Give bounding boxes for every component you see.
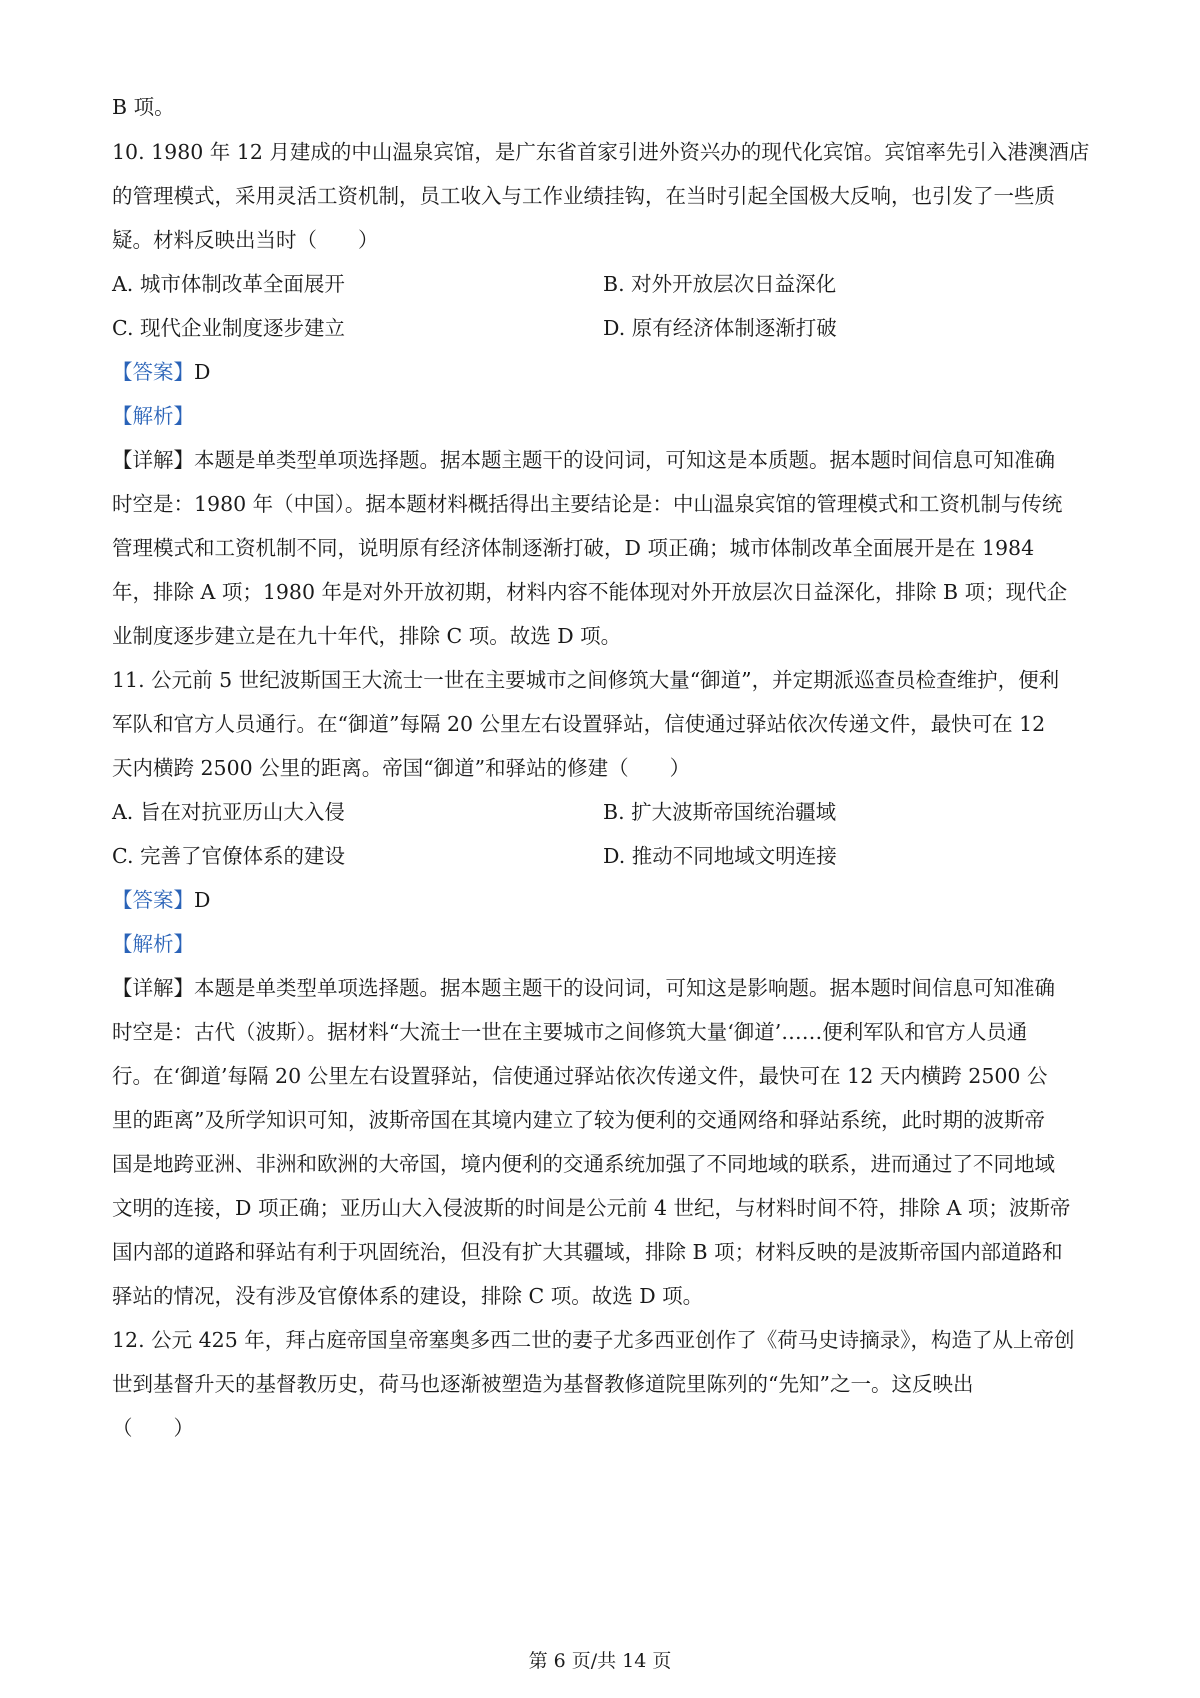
- q11-detail-line-6: 文明的连接，D 项正确；亚历山大入侵波斯的时间是公元前 4 世纪，与材料时间不符，排除 A 项；波斯帝: [112, 1196, 1071, 1220]
- q10-answer: [112, 357, 1092, 387]
- q12-stem-line-3: （ ）: [112, 1416, 194, 1440]
- q10-option-a: A. 城市体制改革全面展开: [112, 272, 345, 296]
- q10-detail-line-2: 时空是：1980 年（中国）。据本题材料概括得出主要结论是：中山温泉宾馆的管理模式和工资机制与传统: [112, 492, 1063, 516]
- q11-option-d: D. 推动不同地域文明连接: [603, 844, 837, 868]
- q11-detail-line-7: 国内部的道路和驿站有利于巩固统治，但没有扩大其疆域，排除 B 项；材料反映的是波斯帝国内部道路和: [112, 1240, 1063, 1264]
- analysis-tag: 【解析】: [112, 932, 194, 956]
- q11-detail-line-8: 驿站的情况，没有涉及官僚体系的建设，排除 C 项。故选 D 项。: [112, 1284, 704, 1308]
- q10-stem-line-2: 的管理模式，采用灵活工资机制，员工收入与工作业绩挂钩，在当时引起全国极大反响，也引发了一些质: [112, 184, 1055, 208]
- q11-detail-line-1: [112, 973, 1092, 1003]
- q11-option-a: A. 旨在对抗亚历山大入侵: [112, 800, 345, 824]
- q10-stem-line-3: 疑。材料反映出当时（ ）: [112, 228, 379, 252]
- q10-detail-line-4: 年，排除 A 项；1980 年是对外开放初期，材料内容不能体现对外开放层次日益深化，排除 B 项；现代企: [112, 580, 1068, 604]
- q11-stem-line-3: 天内横跨 2500 公里的距离。帝国“御道”和驿站的修建（ ）: [112, 756, 691, 780]
- q11-stem-line-2: 军队和官方人员通行。在“御道”每隔 20 公里左右设置驿站，信使通过驿站依次传递文件，最快可在 12: [112, 712, 1046, 736]
- answer-value: D: [194, 888, 211, 912]
- q10-option-d: D. 原有经济体制逐渐打破: [603, 316, 837, 340]
- q11-detail-line-5: 国是地跨亚洲、非洲和欧洲的大帝国，境内便利的交通系统加强了不同地域的联系，进而通过了不同地域: [112, 1152, 1055, 1176]
- q11-detail-line-3: 行。在‘御道’每隔 20 公里左右设置驿站，信使通过驿站依次传递文件，最快可在 12 天内横跨 2500 公: [112, 1064, 1048, 1088]
- q10-detail-text-1: 本题是单类型单项选择题。据本题主题干的设问词，可知这是本质题。据本题时间信息可知准确: [194, 448, 1055, 472]
- q11-answer: [112, 885, 1092, 915]
- q10-detail-line-1: [112, 445, 1092, 475]
- answer-value: D: [194, 360, 211, 384]
- q10-stem-line-1: 10. 1980 年 12 月建成的中山温泉宾馆，是广东省首家引进外资兴办的现代化宾馆。宾馆率先引入港澳酒店: [112, 140, 1090, 164]
- q10-analysis-heading: [112, 401, 1092, 431]
- q11-detail-text-1: 本题是单类型单项选择题。据本题主题干的设问词，可知这是影响题。据本题时间信息可知准确: [194, 976, 1055, 1000]
- q11-analysis-heading: [112, 929, 1092, 959]
- q12-stem-line-1: 12. 公元 425 年，拜占庭帝国皇帝塞奥多西二世的妻子尤多西亚创作了《荷马史诗摘录》，构造了从上帝创: [112, 1328, 1075, 1352]
- q11-stem-line-1: 11. 公元前 5 世纪波斯国王大流士一世在主要城市之间修筑大量“御道”，并定期派巡查员检查维护，便利: [112, 668, 1060, 692]
- q10-detail-line-5: 业制度逐步建立是在九十年代，排除 C 项。故选 D 项。: [112, 624, 622, 648]
- detail-tag: 【详解】: [112, 448, 194, 472]
- previous-answer-fragment: B 项。: [112, 95, 175, 119]
- q11-option-c: C. 完善了官僚体系的建设: [112, 844, 345, 868]
- q12-stem-line-2: 世到基督升天的基督教历史，荷马也逐渐被塑造为基督教修道院里陈列的“先知”之一。这反映出: [112, 1372, 974, 1396]
- q10-option-c: C. 现代企业制度逐步建立: [112, 316, 345, 340]
- q11-detail-line-4: 里的距离”及所学知识可知，波斯帝国在其境内建立了较为便利的交通网络和驿站系统，此时期的波斯帝: [112, 1108, 1045, 1132]
- page-number-footer: 第 6 页/共 14 页: [528, 1650, 672, 1672]
- detail-tag: 【详解】: [112, 976, 194, 1000]
- answer-tag: 【答案】: [112, 888, 194, 912]
- q11-detail-line-2: 时空是：古代（波斯）。据材料“大流士一世在主要城市之间修筑大量‘御道’……便利军队和官方人员通: [112, 1020, 1028, 1044]
- q10-option-b: B. 对外开放层次日益深化: [603, 272, 837, 296]
- analysis-tag: 【解析】: [112, 404, 194, 428]
- answer-tag: 【答案】: [112, 360, 194, 384]
- q10-detail-line-3: 管理模式和工资机制不同，说明原有经济体制逐渐打破，D 项正确；城市体制改革全面展开是在 1984: [112, 536, 1035, 560]
- q11-option-b: B. 扩大波斯帝国统治疆域: [603, 800, 837, 824]
